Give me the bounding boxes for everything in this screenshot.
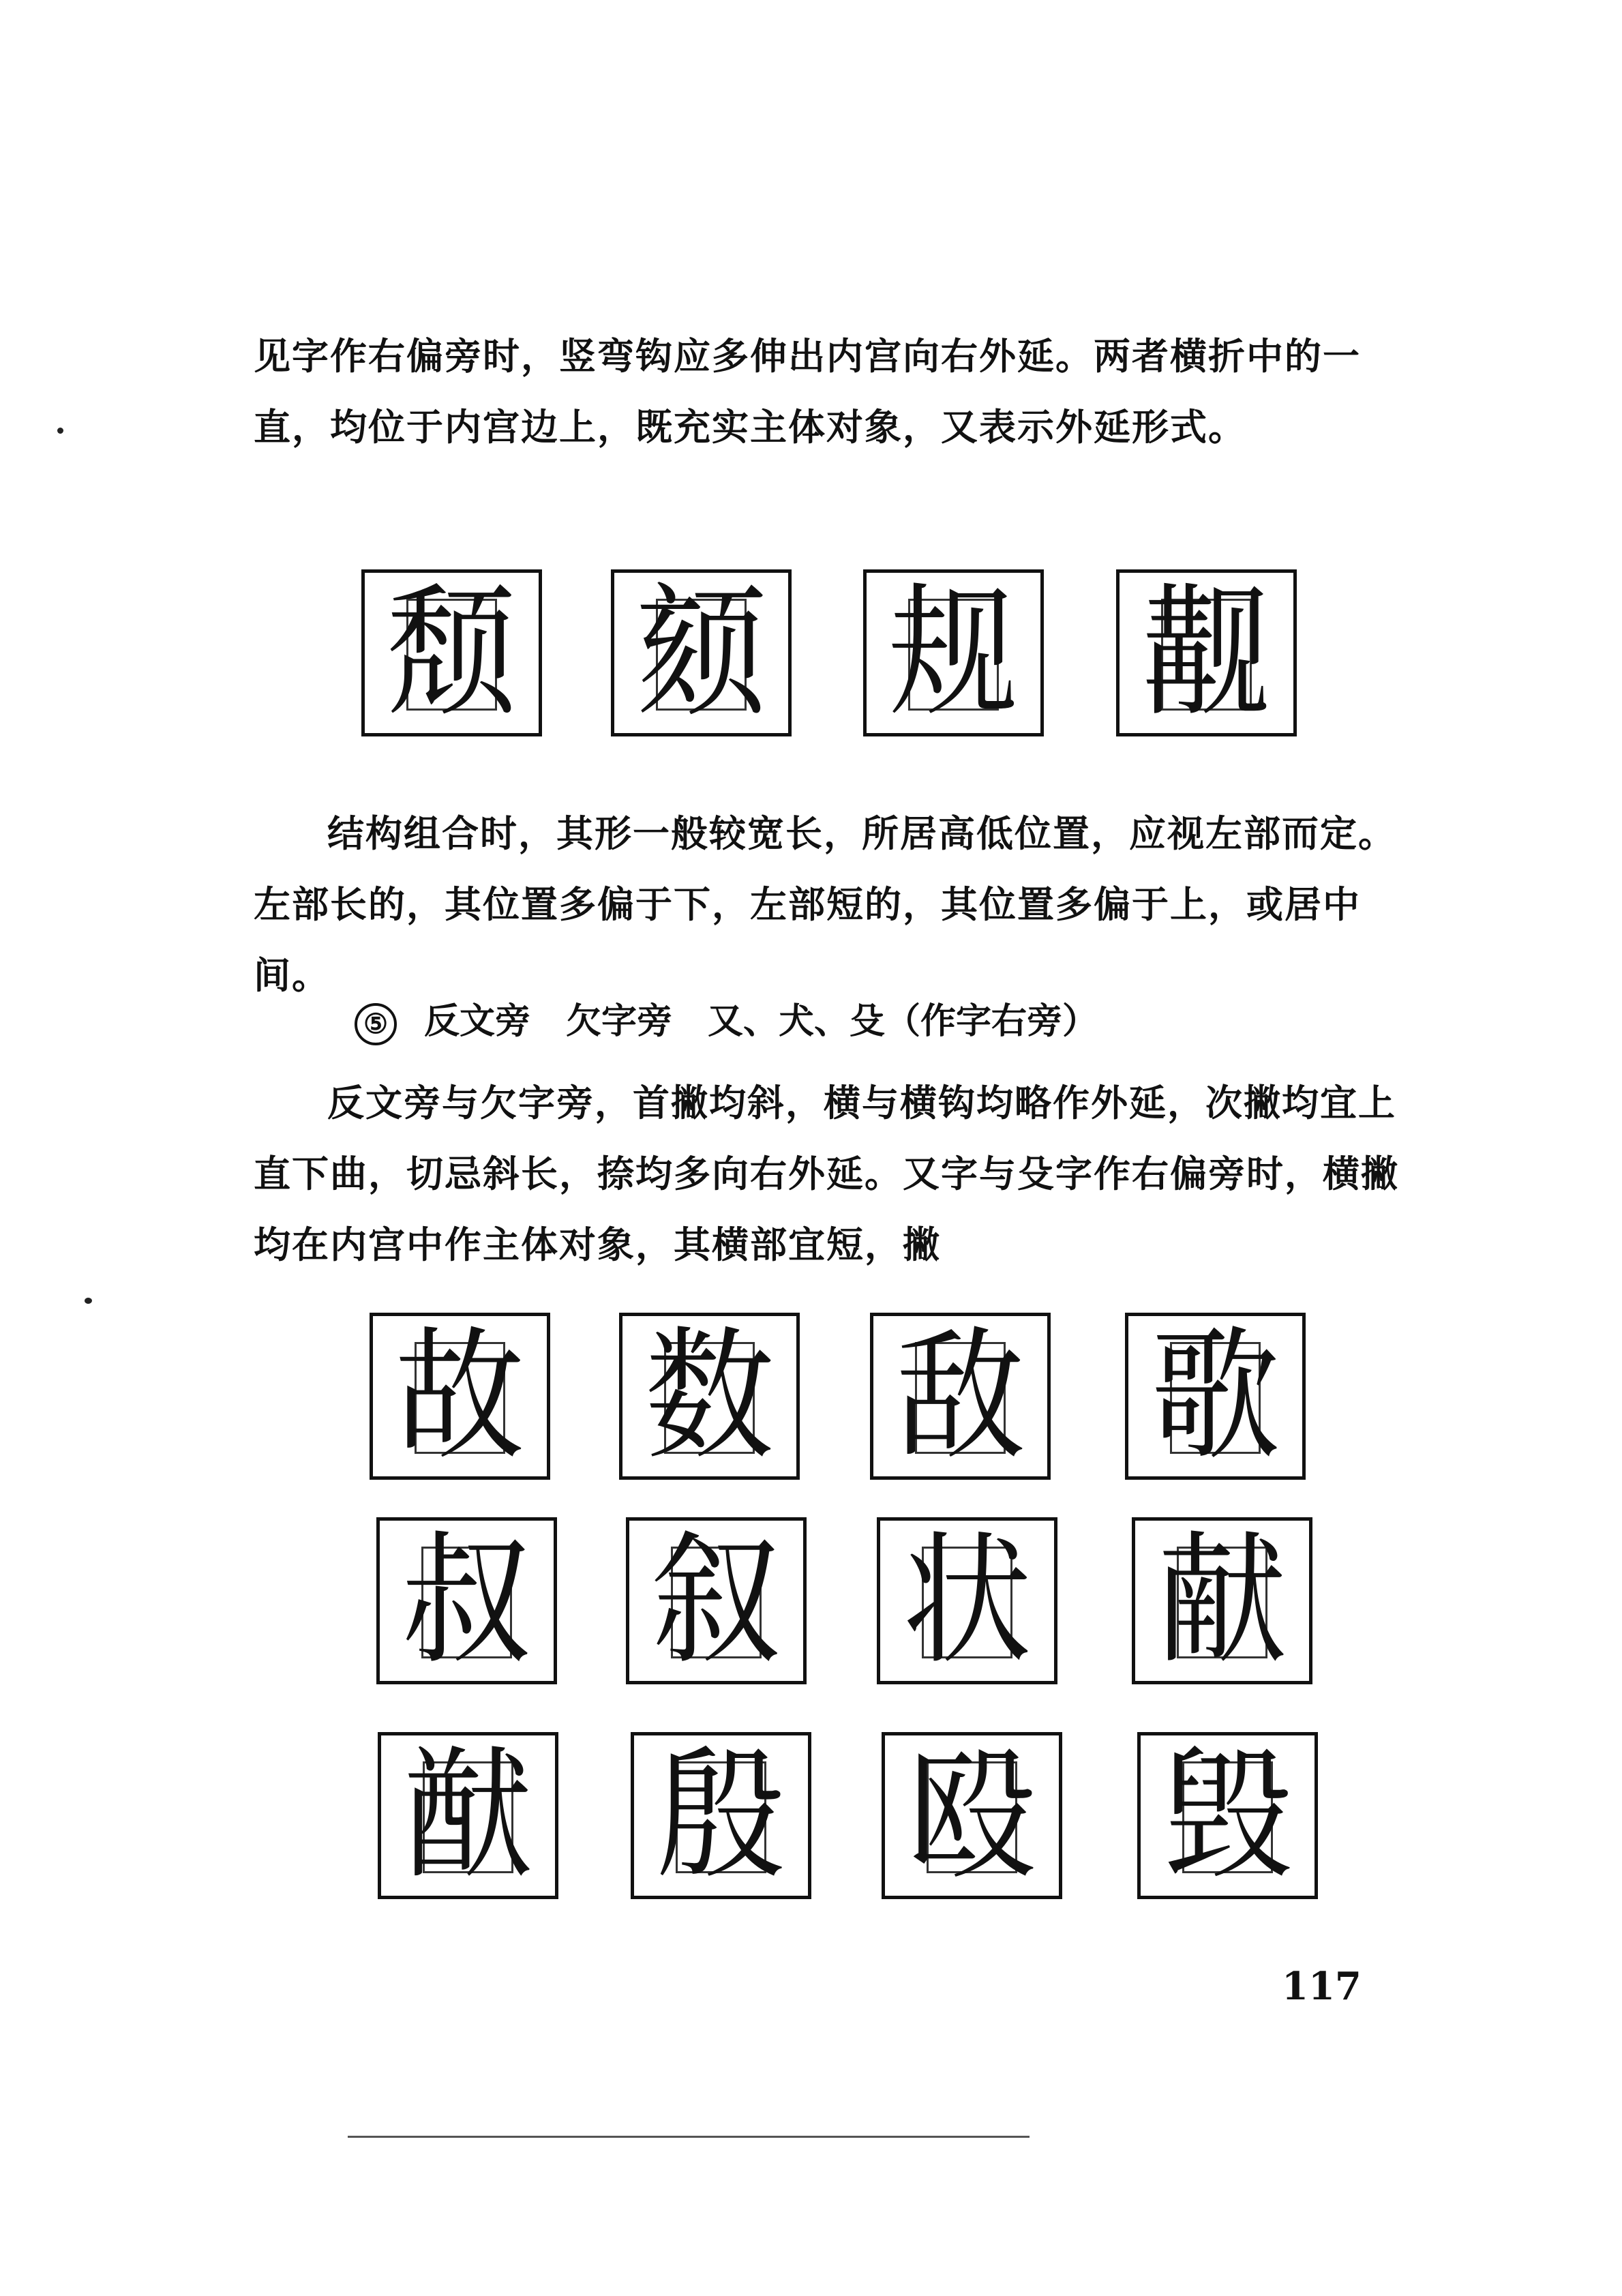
character-glyph: 献	[1157, 1517, 1287, 1684]
character-glyph: 敌	[895, 1313, 1025, 1479]
character-glyph: 故	[395, 1313, 525, 1479]
paragraph-2: 结构组合时，其形一般较宽长，所居高低位置，应视左部而定。左部长的，其位置多偏于下，左部短的，其位置多偏于上，或居中间。	[254, 811, 1396, 997]
scan-artifact-line	[348, 2136, 1030, 2138]
character-glyph: 猷	[403, 1732, 533, 1898]
character-glyph: 毁	[1162, 1732, 1293, 1898]
character-box	[882, 1732, 1062, 1899]
character-box	[370, 1313, 550, 1480]
character-box	[1125, 1313, 1306, 1480]
character-box	[611, 569, 792, 736]
character-box	[626, 1517, 807, 1684]
character-glyph: 觏	[1141, 569, 1272, 736]
scan-speck	[85, 1298, 92, 1304]
character-box	[361, 569, 542, 736]
character-box	[870, 1313, 1051, 1480]
section-number: ⑤	[355, 1003, 397, 1045]
character-box	[376, 1517, 557, 1684]
character-box	[1132, 1517, 1312, 1684]
character-box	[877, 1517, 1057, 1684]
character-glyph: 状	[902, 1517, 1032, 1684]
character-glyph: 数	[644, 1313, 775, 1479]
scan-speck	[57, 428, 63, 434]
character-glyph: 叙	[651, 1517, 781, 1684]
character-glyph: 歌	[1150, 1313, 1280, 1479]
character-box	[378, 1732, 558, 1899]
character-glyph: 殴	[907, 1732, 1037, 1898]
paragraph-3: 反文旁与欠字旁，首撇均斜，横与横钩均略作外延，次撇均宜上直下曲，切忌斜长，捺均多向右外延。又字与殳字作右偏旁时，横撇均在内宫中作主体对象，其横部宜短，撇	[254, 1081, 1399, 1266]
character-glyph: 颓	[387, 569, 517, 736]
page-number: 117	[1282, 1964, 1362, 2009]
character-glyph: 叔	[402, 1517, 532, 1684]
section-heading-text: 反文旁 欠字旁 又、犬、殳（作字右旁）	[424, 1000, 1098, 1042]
character-box	[619, 1313, 800, 1480]
character-glyph: 规	[888, 569, 1019, 736]
character-box	[1116, 569, 1297, 736]
paragraph-1: 见字作右偏旁时，竖弯钩应多伸出内宫向右外延。两者横折中的一直，均位于内宫边上，既充实主体对象，又表示外延形式。	[254, 334, 1361, 449]
section-heading	[355, 992, 1098, 1045]
character-glyph: 颏	[636, 569, 766, 736]
character-glyph: 殷	[656, 1732, 786, 1898]
character-box	[1137, 1732, 1318, 1899]
character-box	[863, 569, 1044, 736]
character-box	[631, 1732, 811, 1899]
